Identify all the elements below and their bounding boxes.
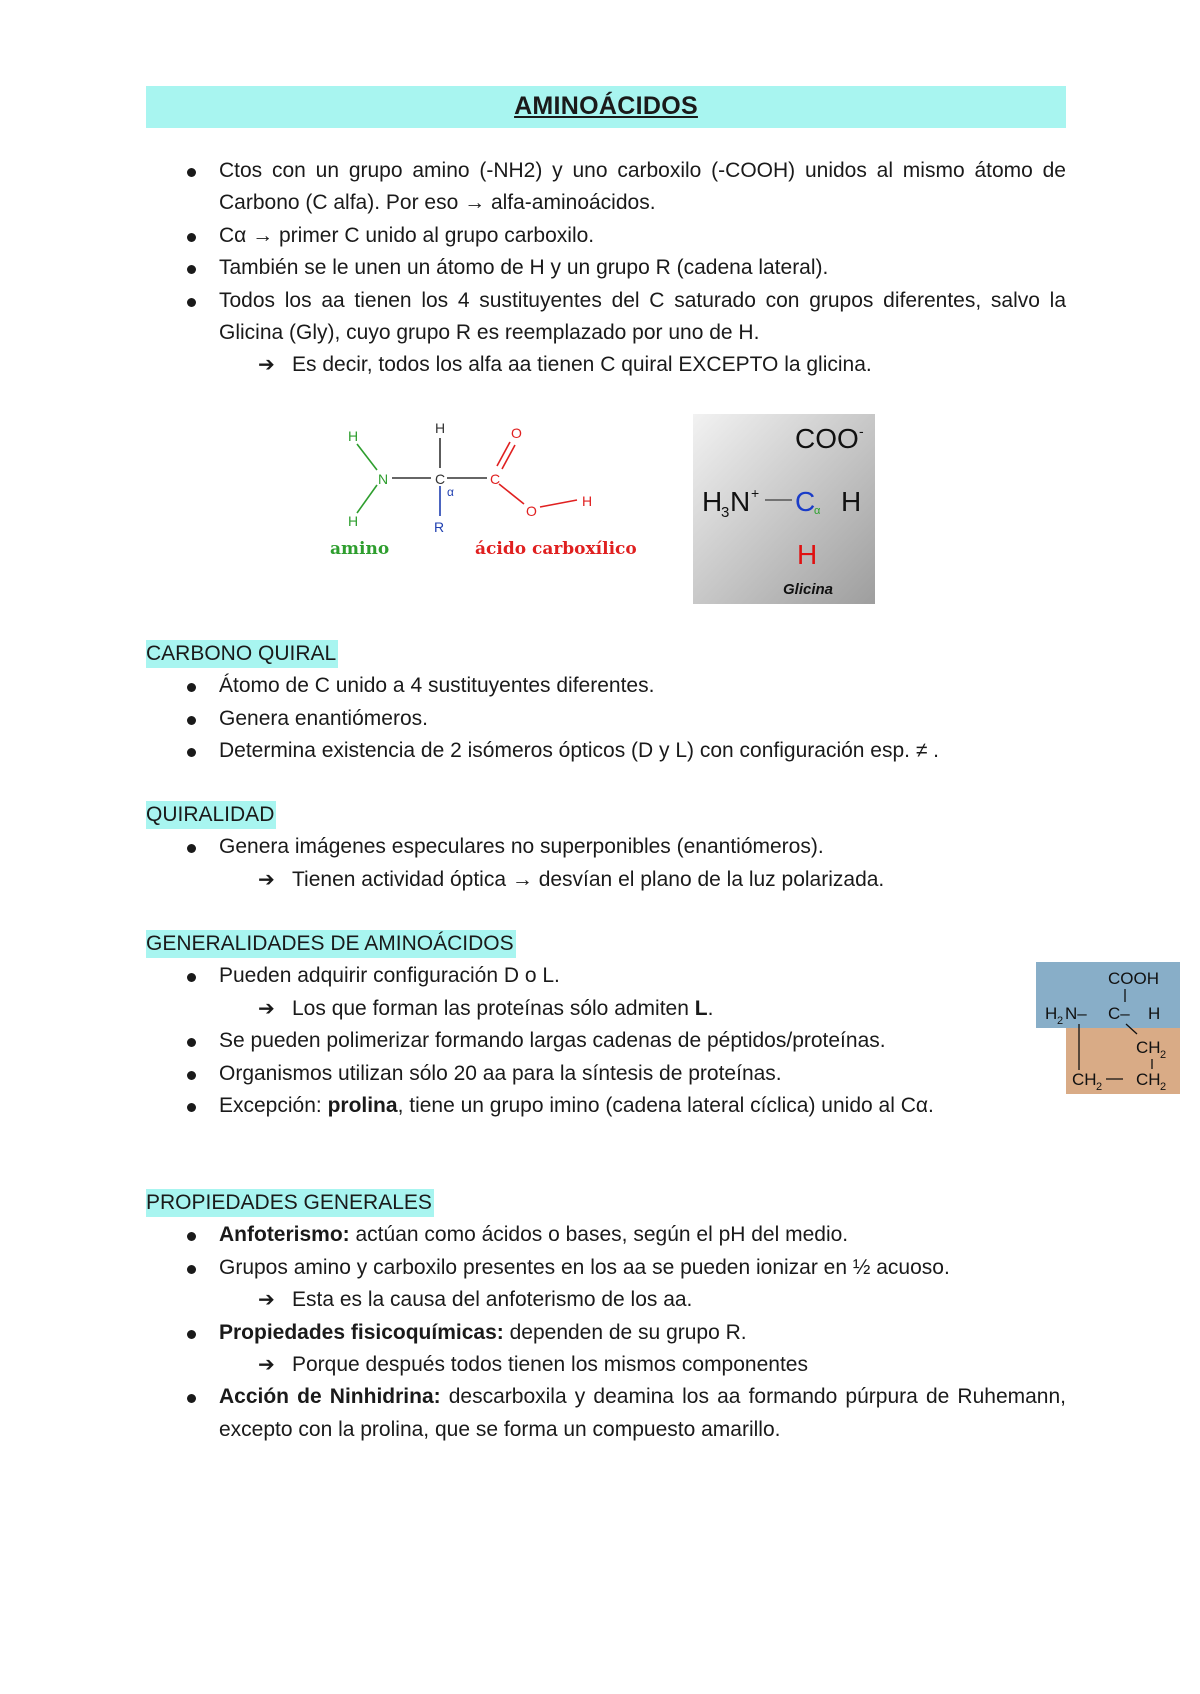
h2n-rest: N– <box>1065 1004 1087 1023</box>
list-item: Genera imágenes especulares no superponibles (enantiómeros). <box>146 831 1066 863</box>
bond-line <box>357 485 377 513</box>
title-banner <box>146 86 1066 128</box>
h-right: H <box>841 486 862 517</box>
list-item: Anfoterismo: actúan como ácidos o bases, según el pH del medio. <box>146 1219 1066 1251</box>
generalidades-section <box>146 928 1018 1122</box>
h-bottom: H <box>797 539 818 570</box>
sub-list-item: ➔ Es decir, todos los alfa aa tienen C quiral EXCEPTO la glicina. <box>146 349 1066 381</box>
c-alpha-sub: α <box>814 505 821 517</box>
c-carboxyl-atom: C <box>490 471 501 487</box>
list-item: Todos los aa tienen los 4 sustituyentes del C saturado con grupos diferentes, salvo la Glicina (Gly), cuyo grupo R es reemplazado por uno de H. <box>146 285 1066 350</box>
glycine-structure-image <box>693 414 875 604</box>
bond-line <box>499 484 524 504</box>
list-item: Determina existencia de 2 isómeros ópticos (D y L) con configuración esp. ≠ . <box>146 735 1066 767</box>
sub-list-item: ➔ Tienen actividad óptica → desvían el plano de la luz polarizada. <box>146 864 1066 896</box>
list-item: Grupos amino y carboxilo presentes en los aa se pueden ionizar en ½ acuoso. <box>146 1252 1066 1284</box>
sub-list-item: ➔ Porque después todos tienen los mismos componentes <box>146 1349 1066 1381</box>
sub-list-item: ➔ Esta es la causa del anfoterismo de los aa. <box>146 1284 1066 1316</box>
cooh-group: COOH <box>1108 969 1159 988</box>
section-heading: CARBONO QUIRAL <box>146 640 338 668</box>
list-item: Propiedades fisicoquímicas: dependen de su grupo R. <box>146 1317 1066 1349</box>
proline-c: C– <box>1108 1004 1130 1023</box>
c-alpha-atom: C <box>435 471 446 487</box>
amino-h-top: H <box>348 428 359 444</box>
o-single-atom: O <box>526 503 537 519</box>
list-item: Organismos utilizan sólo 20 aa para la síntesis de proteínas. <box>146 1058 1018 1090</box>
arrow-icon: ➔ <box>258 868 275 891</box>
amino-h-bottom: H <box>348 513 359 529</box>
aminoacid-structure-diagram <box>325 418 645 568</box>
list-item: Acción de Ninhidrina: descarboxila y deamina los aa formando púrpura de Ruhemann, excepto con la prolina, que se forma un compuesto amarillo. <box>146 1381 1066 1446</box>
glycine-caption: Glicina <box>783 581 834 598</box>
list-item: Excepción: prolina, tiene un grupo imino (cadena lateral cíclica) unido al Cα. <box>146 1090 1018 1122</box>
list-item: Cα → primer C unido al grupo carboxilo. <box>146 220 1066 252</box>
arrow-icon: ➔ <box>258 1354 275 1377</box>
ch2-a: CH <box>1136 1038 1161 1057</box>
bond-line <box>502 445 515 469</box>
arrow-icon: ➔ <box>258 997 275 1020</box>
h3n-sub: 3 <box>721 504 730 521</box>
coo-charge: - <box>859 423 864 439</box>
bond-line <box>497 442 510 466</box>
sub-list-item: ➔ Los que forman las proteínas sólo admiten L. <box>146 993 1018 1025</box>
acid-label: ácido carboxílico <box>475 539 637 559</box>
nitrogen-atom: N <box>378 471 389 487</box>
list-item: Ctos con un grupo amino (-NH2) y uno carboxilo (-COOH) unidos al mismo átomo de Carbono (C alfa). Por eso → alfa-aminoácidos. <box>146 155 1066 220</box>
c-alpha-glycine: C <box>795 486 816 517</box>
amino-label: amino <box>330 539 390 559</box>
section-heading: QUIRALIDAD <box>146 801 276 829</box>
arrow-icon: ➔ <box>258 354 275 377</box>
h3n-n: N <box>730 486 751 517</box>
h3n-charge: + <box>751 485 760 501</box>
h2n-sub: 2 <box>1057 1015 1064 1027</box>
proline-structure-image <box>1036 962 1180 1094</box>
proline-h: H <box>1148 1004 1161 1023</box>
section-heading: GENERALIDADES DE AMINOÁCIDOS <box>146 930 516 958</box>
bond-line <box>540 500 577 507</box>
r-group: R <box>434 519 445 535</box>
list-item: Se pueden polimerizar formando largas cadenas de péptidos/proteínas. <box>146 1025 1018 1057</box>
section-heading: PROPIEDADES GENERALES <box>146 1189 434 1217</box>
alpha-label: α <box>447 485 454 499</box>
ch2-a-sub: 2 <box>1160 1049 1167 1061</box>
arrow-icon: ➔ <box>258 1289 275 1312</box>
carbono-quiral-section <box>146 638 1066 768</box>
h3n-h: H <box>702 486 723 517</box>
list-item: Genera enantiómeros. <box>146 703 1066 735</box>
ch2-b-sub: 2 <box>1096 1081 1103 1093</box>
list-item: Átomo de C unido a 4 sustituyentes diferentes. <box>146 670 1066 702</box>
ch2-b: CH <box>1072 1070 1097 1089</box>
h2n-h: H <box>1045 1004 1058 1023</box>
page-title: AMINOÁCIDOS <box>514 92 698 120</box>
quiralidad-section <box>146 799 1066 896</box>
h-acid-atom: H <box>582 493 593 509</box>
intro-section <box>146 155 1066 382</box>
propiedades-section <box>146 1187 1066 1446</box>
list-item: También se le unen un átomo de H y un grupo R (cadena lateral). <box>146 252 1066 284</box>
bond-line <box>357 444 377 470</box>
ch2-c: CH <box>1136 1070 1161 1089</box>
o-double-atom: O <box>511 425 522 441</box>
coo-group: COO <box>795 423 859 454</box>
ch2-c-sub: 2 <box>1160 1081 1167 1093</box>
h-top-atom: H <box>435 420 446 436</box>
list-item: Pueden adquirir configuración D o L. <box>146 960 1018 992</box>
